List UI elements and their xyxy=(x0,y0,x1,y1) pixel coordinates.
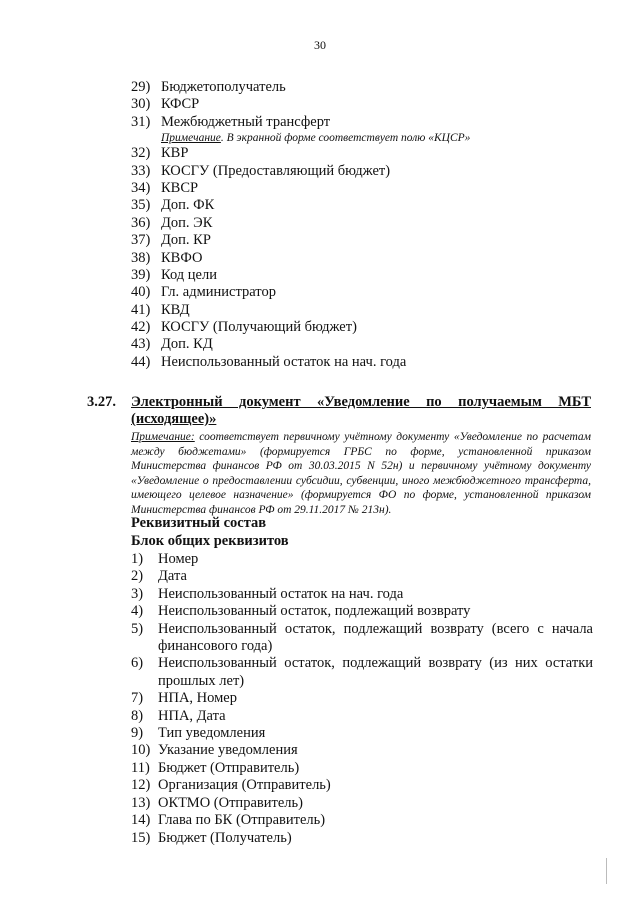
list-item xyxy=(131,708,593,725)
item-number: 14) xyxy=(131,812,151,829)
item-text: Бюджет (Получатель) xyxy=(158,829,292,846)
section-title: Электронный документ «Уведомление по получаемым МБТ (исходящее)» xyxy=(131,394,591,427)
item-number: 11) xyxy=(131,759,150,776)
item-text: Гл. администратор xyxy=(161,284,276,301)
page-number: 30 xyxy=(314,38,326,52)
heading-common-block: Блок общих реквизитов xyxy=(131,533,289,549)
list-item xyxy=(131,742,593,759)
item-number: 10) xyxy=(131,742,151,759)
list-item xyxy=(131,812,593,829)
section-note xyxy=(131,430,591,518)
list-item xyxy=(131,603,593,620)
item-number: 43) xyxy=(131,336,151,353)
list-item xyxy=(131,568,593,585)
item-text: Неиспользованный остаток, подлежащий возврату (из них остатки прошлых лет) xyxy=(158,655,593,689)
list-item xyxy=(131,655,593,690)
note-text: соответствует первичному учётному документу «Уведомление по расчетам между бюджетами» (формируется ГРБС по форме, установленной приказом Министерства финансов РФ от 30.03.2015 N 52н) и первичному учётному документу «Уведомление о предоставлении субсидии, субвенции, иного межбюджетного трансферта, имеющего целевое назначение» (формируется ФО по форме, установленной приказом Министерства финансов РФ от 29.11.2017 № 213н). xyxy=(131,431,591,516)
item-number: 29) xyxy=(131,79,151,95)
item-number: 37) xyxy=(131,232,151,249)
item-text: Доп. ФК xyxy=(161,197,215,214)
list-item xyxy=(131,830,593,847)
item-text: Бюджетополучатель xyxy=(161,79,286,95)
item-text: Неиспользованный остаток на нач. года xyxy=(158,585,404,602)
list-item xyxy=(131,777,593,794)
list-item xyxy=(131,180,601,197)
item-text: КОСГУ (Получающий бюджет) xyxy=(161,319,357,336)
item-number: 8) xyxy=(131,707,144,724)
list-item xyxy=(131,551,593,568)
item-number: 34) xyxy=(131,179,151,196)
list-item xyxy=(131,795,593,812)
heading-requisites: Реквизитный состав xyxy=(131,515,267,531)
item-text: КФСР xyxy=(161,96,200,113)
list-item xyxy=(131,232,601,249)
item-text: Код цели xyxy=(161,266,217,283)
item-text: Указание уведомления xyxy=(158,742,298,759)
list-item xyxy=(131,215,601,232)
item-number: 2) xyxy=(131,568,144,585)
item-text: Межбюджетный трансферт xyxy=(161,113,331,130)
item-number: 44) xyxy=(131,353,151,370)
item-number: 15) xyxy=(131,829,151,846)
list-item xyxy=(131,267,601,284)
item-number: 3) xyxy=(131,585,144,602)
list-item xyxy=(131,197,601,214)
item-text: Номер xyxy=(158,551,199,567)
item-text: Неиспользованный остаток, подлежащий возврату xyxy=(158,603,471,620)
item-number: 41) xyxy=(131,301,151,318)
item-number: 12) xyxy=(131,777,151,794)
item-text: Неиспользованный остаток на нач. года xyxy=(161,353,407,370)
list-item xyxy=(131,621,593,656)
item-number: 33) xyxy=(131,162,151,179)
item-text: НПА, Дата xyxy=(158,707,226,724)
list-item xyxy=(131,319,601,336)
item-text: КВФО xyxy=(161,249,203,266)
item-number: 13) xyxy=(131,794,151,811)
list-item xyxy=(131,114,601,131)
section-number: 3.27. xyxy=(87,394,116,410)
item-text: Дата xyxy=(158,568,187,585)
item-text: ОКТМО (Отправитель) xyxy=(158,794,303,811)
item-text: Доп. КД xyxy=(161,336,213,353)
item-text: КОСГУ (Предоставляющий бюджет) xyxy=(161,162,391,179)
list-item xyxy=(131,302,601,319)
item-number: 32) xyxy=(131,145,151,162)
item-number: 40) xyxy=(131,284,151,301)
note-text: . В экранной форме соответствует полю «КЦСР» xyxy=(220,132,471,145)
list-item xyxy=(131,586,593,603)
common-requisites-list xyxy=(131,551,593,847)
item-number: 35) xyxy=(131,197,151,214)
item-text: КВД xyxy=(161,301,190,318)
item-number: 5) xyxy=(131,620,144,637)
list-item xyxy=(131,250,601,267)
list-item xyxy=(131,725,593,742)
item-text: Глава по БК (Отправитель) xyxy=(158,812,326,829)
item-text: Доп. КР xyxy=(161,232,211,249)
item-text: КВР xyxy=(161,145,189,162)
item-number: 36) xyxy=(131,214,151,231)
item-text: Бюджет (Отправитель) xyxy=(158,759,300,776)
item-number: 42) xyxy=(131,319,151,336)
item-number: 31) xyxy=(131,113,151,130)
item-text: НПА, Номер xyxy=(158,690,237,707)
list-item xyxy=(131,145,601,162)
item-text: Доп. ЭК xyxy=(161,214,213,231)
item-text: Организация (Отправитель) xyxy=(158,777,331,794)
item-number: 39) xyxy=(131,266,151,283)
item-number: 38) xyxy=(131,249,151,266)
requisites-list-continued xyxy=(131,79,601,371)
item-text: Тип уведомления xyxy=(158,725,266,742)
item-text: КВСР xyxy=(161,179,199,196)
note-label: Примечание xyxy=(161,132,221,145)
list-item xyxy=(131,354,601,371)
item-number: 6) xyxy=(131,655,144,672)
item-text: Неиспользованный остаток, подлежащий возврату (всего с начала финансового года) xyxy=(158,620,593,655)
scan-edge-mark xyxy=(606,858,607,884)
item-number: 4) xyxy=(131,603,144,620)
list-item xyxy=(131,760,593,777)
item-number: 7) xyxy=(131,690,144,707)
list-item xyxy=(131,284,601,301)
item-number: 9) xyxy=(131,725,144,742)
item-note xyxy=(131,131,601,145)
list-item xyxy=(131,690,593,707)
list-item xyxy=(131,79,601,96)
list-item xyxy=(131,163,601,180)
list-item xyxy=(131,96,601,113)
note-label: Примечание: xyxy=(131,431,195,443)
item-number: 1) xyxy=(131,551,144,567)
item-number: 30) xyxy=(131,96,151,113)
list-item xyxy=(131,336,601,353)
